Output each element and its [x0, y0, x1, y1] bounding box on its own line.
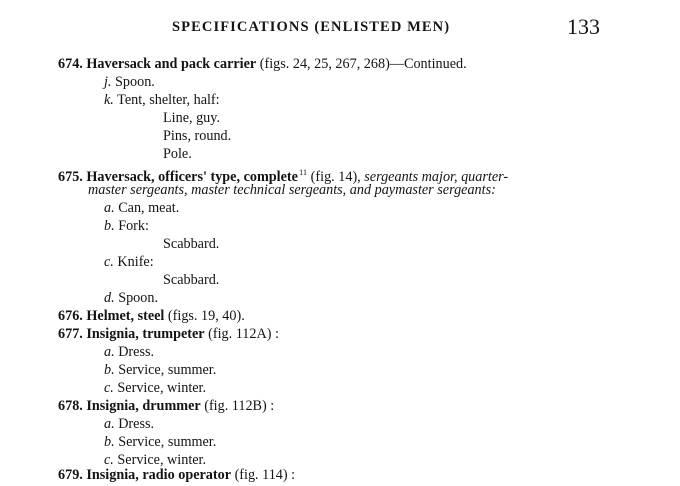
sub-item: Scabbard. [163, 236, 220, 252]
item-letter: c. [104, 452, 114, 468]
entry-figure-ref: (fig. 112A) : [208, 326, 279, 342]
item-text: Spoon. [118, 290, 158, 306]
entry-figure-ref: (fig. 112B) : [204, 398, 275, 414]
item-text: Service, winter. [117, 452, 207, 468]
entry-qualifier-continued: master sergeants, master technical sergeants, and paymaster sergeants: [88, 182, 496, 198]
entry-title: Insignia, trumpeter [86, 326, 205, 342]
sub-item: Line, guy. [163, 110, 220, 126]
running-head: SPECIFICATIONS (ENLISTED MEN) [172, 19, 451, 35]
page-number: 133 [567, 14, 600, 39]
item-text: Dress. [118, 416, 155, 432]
entry-674-heading [58, 55, 467, 73]
entry-number: 679. [58, 467, 83, 483]
entry-number: 675. [58, 169, 83, 185]
item-letter: c. [104, 380, 114, 396]
entry-figure-ref: (figs. 19, 40). [167, 308, 245, 324]
item-text: Service, winter. [117, 380, 207, 396]
entry-number: 677. [58, 326, 83, 342]
entry-figure-ref: (fig. 14), [310, 169, 361, 185]
item-letter: a. [104, 344, 115, 360]
entry-title: Haversack, officers' type, complete [86, 169, 298, 185]
entry-title: Insignia, drummer [86, 398, 201, 414]
item-letter: a. [104, 200, 115, 216]
item-text: Tent, shelter, half: [117, 92, 220, 108]
item-letter: j. [104, 74, 112, 90]
list-item [104, 199, 179, 217]
entry-title: Helmet, steel [86, 308, 165, 324]
list-item [104, 415, 154, 433]
item-text: Service, summer. [118, 362, 217, 378]
list-item [104, 289, 158, 307]
item-letter: b. [104, 362, 115, 378]
item-letter: k. [104, 92, 114, 108]
item-text: Spoon. [115, 74, 155, 90]
entry-title: Insignia, radio operator [86, 467, 232, 483]
entry-number: 676. [58, 308, 83, 324]
footnote-marker: 11 [298, 167, 308, 177]
item-letter: b. [104, 434, 115, 450]
entry-677-heading [58, 325, 279, 343]
list-item [104, 73, 155, 91]
sub-item: Scabbard. [163, 272, 220, 288]
sub-item: Pins, round. [163, 128, 232, 144]
item-text: Service, summer. [118, 434, 217, 450]
item-letter: b. [104, 218, 115, 234]
entry-figure-ref: (figs. 24, 25, 267, 268)—Continued. [259, 56, 467, 72]
entry-qualifier: sergeants major, quarter- [364, 169, 509, 185]
entry-title: Haversack and pack carrier [86, 56, 257, 72]
item-letter: d. [104, 290, 115, 306]
item-text: Knife: [117, 254, 154, 270]
sub-item: Pole. [163, 146, 192, 162]
list-item [104, 343, 154, 361]
list-item [104, 91, 220, 109]
item-text: Can, meat. [118, 200, 180, 216]
list-item [104, 253, 154, 271]
entry-679-heading [58, 466, 295, 484]
list-item [104, 379, 206, 397]
entry-676-heading [58, 307, 245, 325]
entry-figure-ref: (fig. 114) : [234, 467, 296, 483]
item-text: Fork: [118, 218, 149, 234]
entry-number: 678. [58, 398, 83, 414]
item-letter: a. [104, 416, 115, 432]
list-item [104, 361, 216, 379]
list-item [104, 433, 216, 451]
item-letter: c. [104, 254, 114, 270]
item-text: Dress. [118, 344, 155, 360]
entry-678-heading [58, 397, 274, 415]
entry-number: 674. [58, 56, 83, 72]
list-item [104, 217, 149, 235]
